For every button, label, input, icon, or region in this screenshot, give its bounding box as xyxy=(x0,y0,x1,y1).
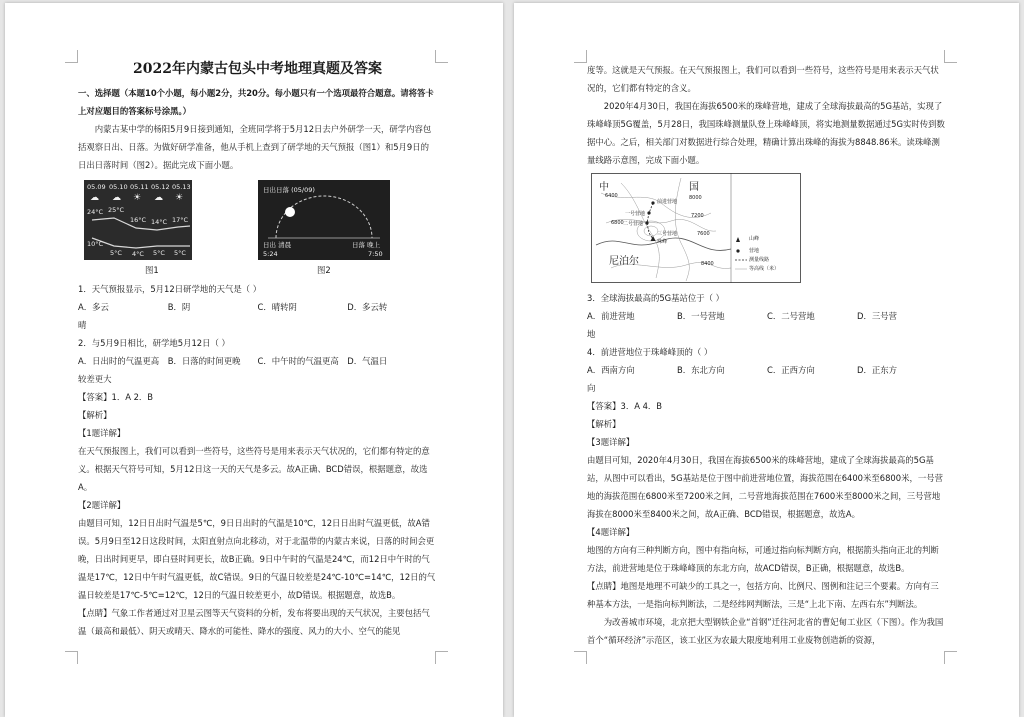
low-temp: 5°C xyxy=(153,249,165,257)
sunset-label: 日落 晚上 xyxy=(352,241,381,249)
low-temp: 10°C xyxy=(87,240,104,248)
option-a: A．日出时的气温更高 xyxy=(78,356,160,366)
option-c: C．正西方向 xyxy=(767,365,815,375)
question-4: 4．前进营地位于珠峰峰顶的（ ） xyxy=(587,347,713,357)
detail-text: 在天气预报图上，我们可以看到一些符号，这些符号是用来表示天气状况的，它们都有特定的意义。根据天气符号可知，5月12日这一天的天气是多云。故A正确、BCD错误，根据题意，故选A。 xyxy=(78,446,430,492)
question-2-options xyxy=(78,352,437,370)
legend-peak: 山峰 xyxy=(749,236,760,242)
detail-text: 由题目可知，12日日出时气温是5℃，9日日出时的气温是10℃，12日日出时气温更低，故A错误。5月9日至12日这段时间，太阳直射点向北移动，对于北温带的内蒙古来说，日落的时间会更晚，日出时间更早，即白昼时间更长，故B正确。9日中午时的气温是24℃，而12日中午时的气温是17℃，12日中午时气温更低，故C错误。9日的气温日较差是24℃-10℃=14℃，12日的气温日较差是17℃-5℃=12℃，12日的气温日较差更小，故D错误。根据题意，故选B。 xyxy=(78,518,436,600)
option-d: D．三号营 xyxy=(857,311,897,321)
detail-text: 地图的方向有三种判断方向，图中有指向标，可通过指向标判断方向，根据箭头指向正北的判断方法，前进营地是位于珠峰峰顶的东北方向，故ACD错误，B正确，根据题意，故选B。 xyxy=(587,545,939,573)
paragraph-continuation: 度等。这就是天气预报。在天气预报图上，我们可以看到一些符号，这些符号是用来表示天气状况的，它们都有特定的含义。 xyxy=(587,65,939,93)
sunrise-time: 5:24 xyxy=(263,250,278,258)
crop-mark xyxy=(65,651,78,664)
page-title: 2022年内蒙古包头中考地理真题及答案 xyxy=(133,61,382,77)
question-2: 2．与5月9日相比，研学地5月12日（ ） xyxy=(78,338,230,348)
crop-mark xyxy=(65,50,78,63)
figure-title: 日出日落 (05/09) xyxy=(263,186,315,194)
weather-forecast-figure xyxy=(84,180,192,260)
paragraph-intro: 内蒙古某中学的杨阳5月9日接到通知，全班同学将于5月12日去户外研学一天，研学内容包括观察日出、日落。为做好研学准备，他从手机上查到了研学地的天气预报（图1）和5月9日的日出日落时间（图2）。据此完成下面小题。 xyxy=(78,124,432,170)
high-temp: 17°C xyxy=(172,216,189,224)
analysis-heading: 【解析】 xyxy=(587,419,621,429)
section-heading: 一、选择题（本题10个小题，每小题2分，共20分。每小题只有一个选项最符合题意。请将答卡上对应题目的答案标号涂黑。） xyxy=(78,88,434,116)
cloudy-icon: ☁ xyxy=(90,193,99,203)
option-c: C．二号营地 xyxy=(767,311,815,321)
contour-label: 8400 xyxy=(701,261,714,267)
figures-row xyxy=(78,176,437,280)
page-content xyxy=(78,58,437,640)
cloudy-icon: ☁ xyxy=(154,193,163,203)
low-temp: 4°C xyxy=(132,250,144,258)
contour-label: 8000 xyxy=(689,195,702,201)
option-continuation: 较差更大 xyxy=(78,374,112,384)
high-temp: 16°C xyxy=(130,216,147,224)
map-label-camp: 二号营地 xyxy=(623,221,644,227)
low-temp: 5°C xyxy=(110,249,122,257)
option-continuation: 向 xyxy=(587,383,596,393)
contour-label: 6400 xyxy=(605,193,618,199)
date-label: 05.11 xyxy=(130,183,149,191)
high-temp: 24°C xyxy=(87,208,104,216)
question-3-options xyxy=(587,307,947,325)
contour-label: 7200 xyxy=(691,213,704,219)
map-label-camp: 一号营地 xyxy=(625,211,646,217)
document-page-right xyxy=(514,3,1019,717)
date-label: 05.10 xyxy=(109,183,128,191)
option-d: D．气温日 xyxy=(347,356,388,366)
analysis-heading: 【解析】 xyxy=(78,410,112,420)
detail-text: 由题目可知，2020年4月30日，我国在海拔6500米的珠峰营地，建成了全球海拔最高的5G基站，从图中可以看出，5G基站是位于图中前进营地位置，海拔范围在6400米至6800米，一号营地的海拔范围在6800米至7200米之间，二号营地海拔范围在7600米至8000米之间，三号营地海拔在8000米至8400米之间，故A正确、BCD错误，根据题意，故选A。 xyxy=(587,455,943,519)
question-3: 3．全球海拔最高的5G基站位于（ ） xyxy=(587,293,725,303)
map-label-camp: 前进营地 xyxy=(657,199,678,205)
page-content xyxy=(587,61,947,649)
contour-label: 7600 xyxy=(697,231,710,237)
question-1-options xyxy=(78,298,437,316)
date-label: 05.13 xyxy=(172,183,191,191)
crop-mark xyxy=(574,651,587,664)
document-page-left xyxy=(5,3,503,717)
date-label: 05.12 xyxy=(151,183,170,191)
date-label: 05.09 xyxy=(87,183,106,191)
answer-line: 【答案】3．A 4．B xyxy=(587,401,663,411)
option-b: B．东北方向 xyxy=(677,365,725,375)
map-label-peak: 珠峰 xyxy=(657,239,668,245)
question-4-options xyxy=(587,361,947,379)
high-temp: 14°C xyxy=(151,218,168,226)
question-1: 1．天气预报显示，5月12日研学地的天气是（ ） xyxy=(78,284,262,294)
option-c: C．中午时的气温更高 xyxy=(257,356,339,366)
tip-text: 【点睛】气象工作者通过对卫星云图等天气资料的分析，发布将要出现的天气状况，主要包括气温（最高和最低）、阴天或晴天、降水的可能性、降水的强度、风力的大小、空气的能见 xyxy=(78,608,430,636)
option-b: B．日落的时间更晚 xyxy=(167,356,241,366)
crop-mark xyxy=(435,651,448,664)
legend-camp: 营地 xyxy=(749,248,760,254)
map-label-nepal: 尼泊尔 xyxy=(609,256,639,267)
option-a: A．西南方向 xyxy=(587,365,635,375)
option-continuation: 晴 xyxy=(78,320,87,330)
sunrise-label: 日出 清晨 xyxy=(263,241,292,249)
cloudy-icon: ☁ xyxy=(112,193,121,203)
detail-heading: 【2题详解】 xyxy=(78,500,126,510)
sunset-time: 7:50 xyxy=(368,250,383,258)
tip-text: 【点睛】地图是地理不可缺少的工具之一，包括方向、比例尺、图例和注记三个要素。方向有三种基本方法，一是指向标判断法，二是经纬网判断法，三是“上北下南、左西右东”判断法。 xyxy=(587,581,939,609)
figure-caption: 图2 xyxy=(317,265,331,275)
option-c: C．晴转阴 xyxy=(257,302,297,312)
paragraph-intro: 2020年4月30日，我国在海拔6500米的珠峰营地，建成了全球海拔最高的5G基站，实现了珠峰峰顶5G覆盖，5月28日，我国珠峰测量队登上珠峰峰顶，将实地测量数据通过5G实时传到数据中心。之后，相关部门对数据进行综合处理，精确计算出珠峰的海拔为8848.86米。读珠峰测量线路示意图，完成下面小题。 xyxy=(587,101,945,165)
figure-caption: 图1 xyxy=(145,265,159,275)
map-label-camp: 三号营地 xyxy=(657,231,678,237)
map-label-china: 国 xyxy=(689,182,699,193)
temperature-lines xyxy=(84,180,192,260)
crop-mark xyxy=(574,50,587,63)
detail-heading: 【1题详解】 xyxy=(78,428,126,438)
option-d: D．正东方 xyxy=(857,365,897,375)
crop-mark xyxy=(944,651,957,664)
option-a: A．前进营地 xyxy=(587,311,635,321)
route-map-figure xyxy=(591,173,801,283)
detail-heading: 【4题详解】 xyxy=(587,527,635,537)
option-continuation: 地 xyxy=(587,329,596,339)
option-b: B．一号营地 xyxy=(677,311,725,321)
legend-route: 测量线路 xyxy=(749,257,770,263)
option-b: B．阴 xyxy=(167,302,191,312)
contour-label: 6800 xyxy=(611,220,624,226)
paragraph-next: 为改善城市环境，北京把大型钢铁企业“首钢”迁往河北省的曹妃甸工业区（下图）。作为我国首个“循环经济”示范区，该工业区为农最大限度地利用工业废物创造新的资源， xyxy=(587,617,944,645)
map-label-china: 中 xyxy=(599,182,609,193)
option-d: D．多云转 xyxy=(347,302,388,312)
high-temp: 25°C xyxy=(108,206,125,214)
low-temp: 5°C xyxy=(174,249,186,257)
sunrise-sunset-figure xyxy=(258,180,390,260)
sunny-icon: ☀ xyxy=(175,193,184,203)
sunny-icon: ☀ xyxy=(133,193,142,203)
option-a: A．多云 xyxy=(78,302,109,312)
detail-heading: 【3题详解】 xyxy=(587,437,635,447)
legend-contour: 等高线（米） xyxy=(749,266,780,272)
answer-line: 【答案】1．A 2．B xyxy=(78,392,154,402)
